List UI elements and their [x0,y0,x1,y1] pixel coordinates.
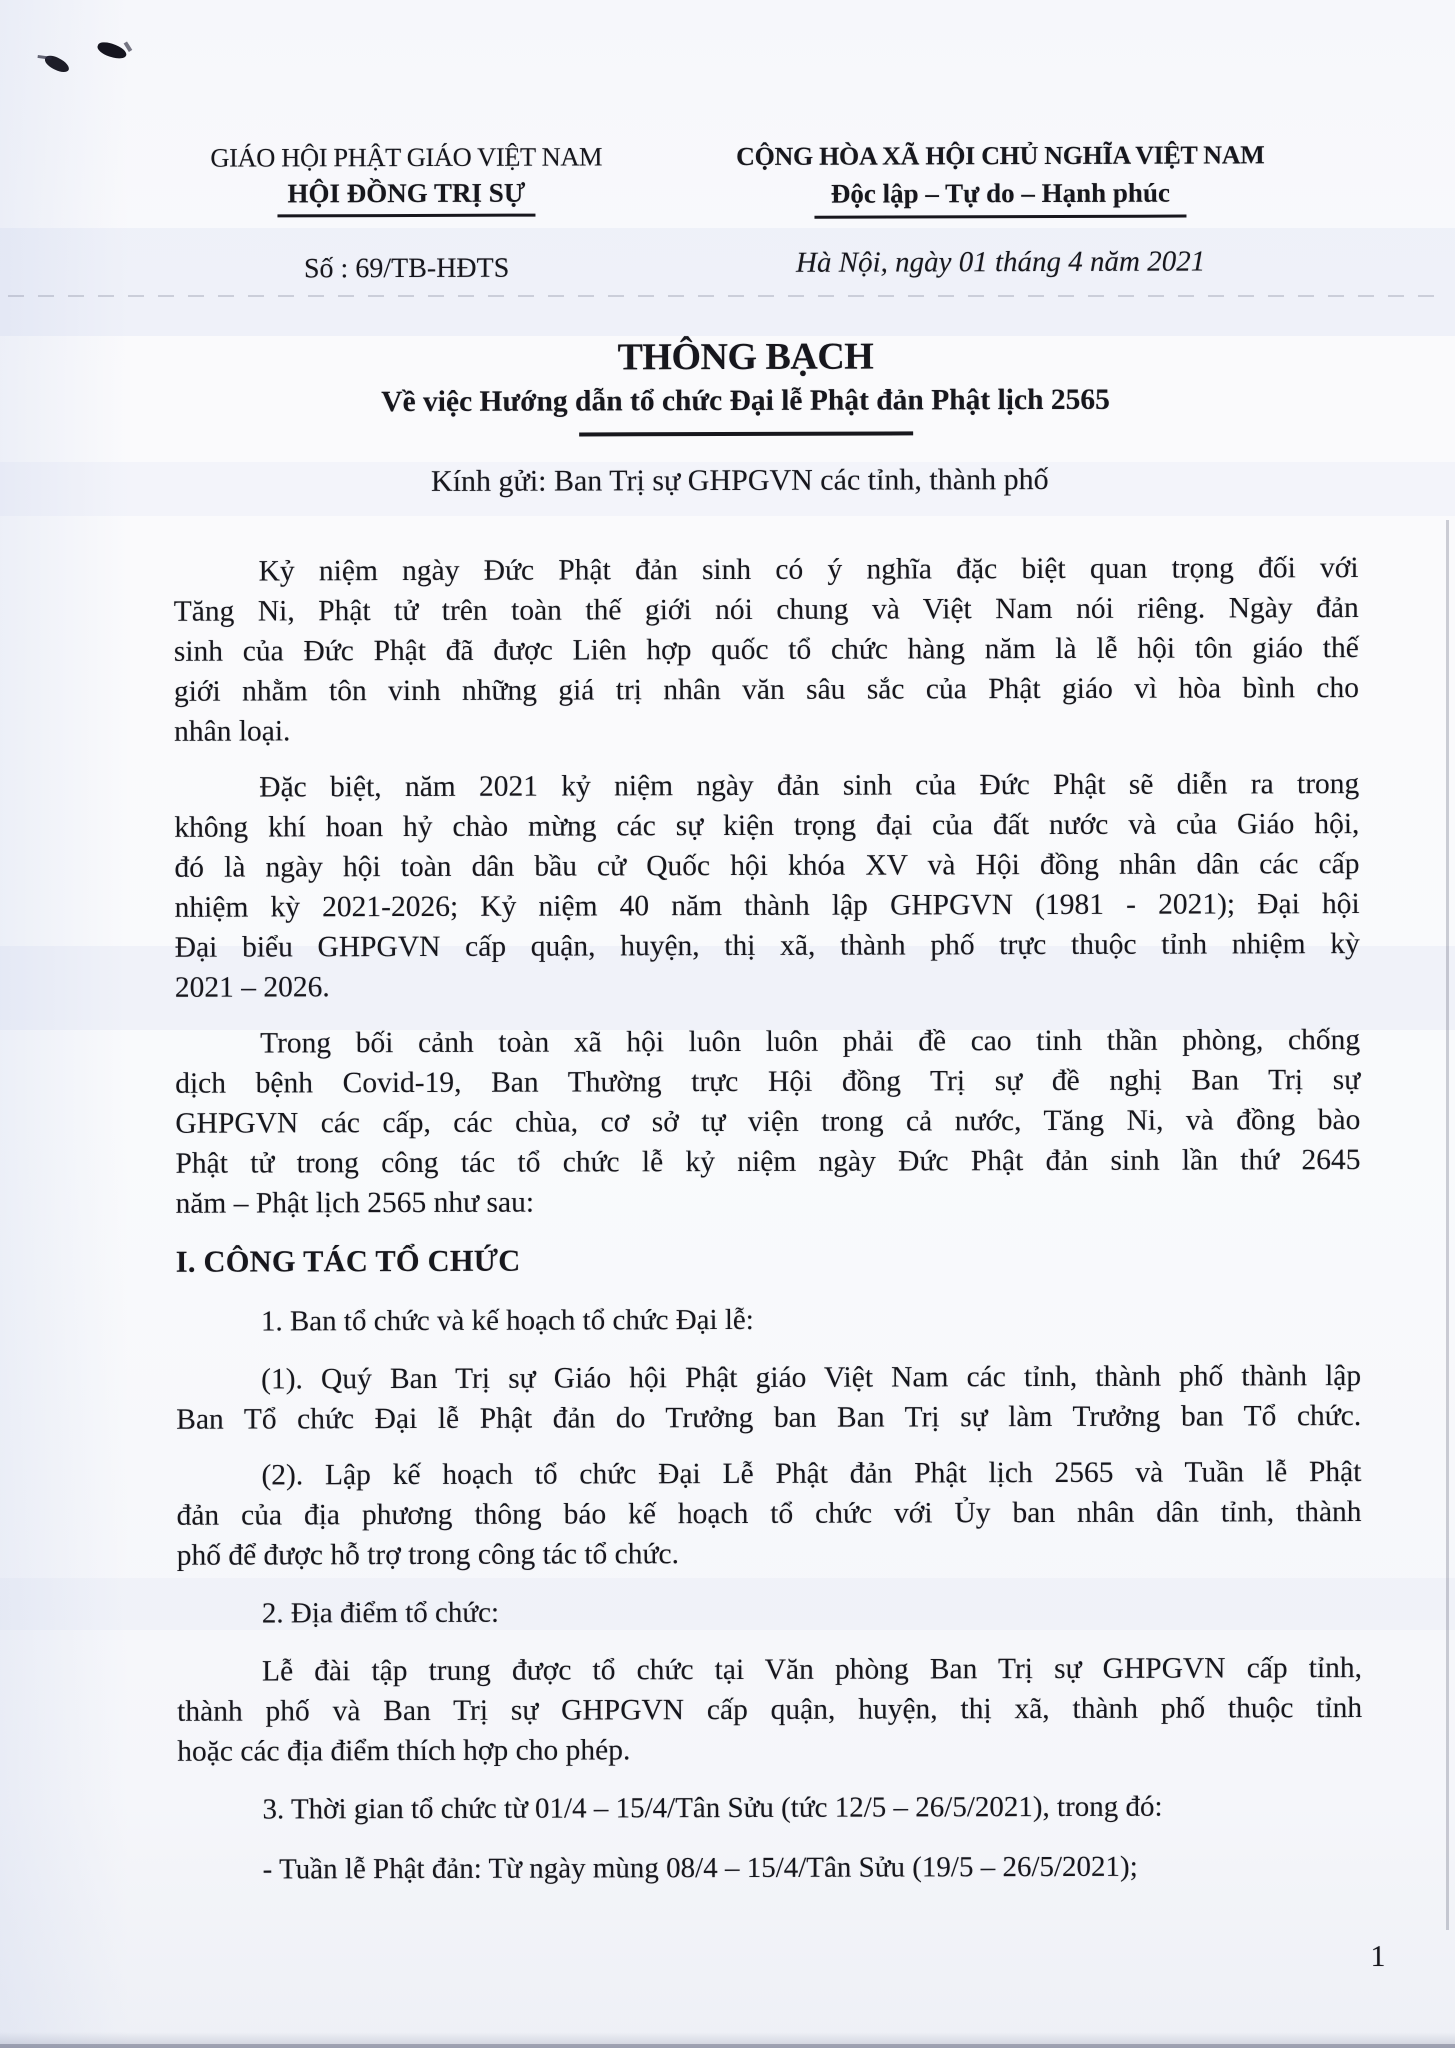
body-line: dịch bệnh Covid-19, Ban Thường trực Hội đồng Trị sự đề nghị Ban Trị sự [175,1064,1361,1100]
list-item [177,1588,1362,1636]
list-item [177,1784,1362,1832]
body-line: Tăng Ni, Phật tử trên toàn thế giới nói chung và Việt Nam nói riêng. Ngày đản [173,592,1359,628]
scanner-artifact-line [8,295,1448,297]
body-line: GHPGVN các cấp, các chùa, cơ sở tự viện trong cả nước, Tăng Ni, và đồng bào [175,1104,1361,1140]
paragraph [174,548,1360,752]
body-line: nhân loại. [174,715,291,748]
body-line: giới nhằm tôn vinh những giá trị nhân văn sâu sắc của Phật giáo vì hòa bình cho [173,672,1359,708]
body-line: Đặc biệt, năm 2021 kỷ niệm ngày đản sinh của Đức Phật sẽ diễn ra trong [259,768,1360,804]
page-number: 1 [1370,1939,1386,1973]
body-line: năm – Phật lịch 2565 như sau: [175,1186,535,1220]
body-line: Kỷ niệm ngày Đức Phật đản sinh có ý nghĩa đặc biệt quan trọng đối với [258,552,1359,588]
body-line: (2). Lập kế hoạch tổ chức Đại Lễ Phật đản Phật lịch 2565 và Tuần lễ Phật [261,1456,1362,1492]
paper-bottom-edge-shadow [0,2032,1455,2048]
body-line: I. CÔNG TÁC TỔ CHỨC [175,1243,521,1279]
place-and-date: Hà Nội, ngày 01 tháng 4 năm 2021 [795,245,1206,279]
body-line: Phật tử trong công tác tổ chức lễ kỷ niệm ngày Đức Phật đản sinh lần thứ 2645 [175,1144,1361,1180]
paragraph [177,1648,1362,1772]
body-line: 3. Thời gian tổ chức từ 01/4 – 15/4/Tân Sửu (tức 12/5 – 26/5/2021), trong đó: [262,1790,1163,1826]
body-line: 2021 – 2026. [174,971,330,1004]
document-subject: Về việc Hướng dẫn tổ chức Đại lễ Phật đản Phật lịch 2565 [381,383,1110,419]
national-motto: Độc lập – Tự do – Hạnh phúc [677,176,1323,219]
paper-right-edge-shadow [1446,520,1449,1930]
paragraph [174,764,1360,1008]
body-line: nhiệm kỳ 2021-2026; Kỷ niệm 40 năm thành lập GHPGVN (1981 - 2021); Đại hội [174,888,1360,924]
paragraph [176,1356,1361,1440]
issuer-header-block [177,140,635,285]
country-name: CỘNG HÒA XÃ HỘI CHỦ NGHĨA VIỆT NAM [736,140,1265,171]
national-header-block [677,138,1323,280]
body-line: - Tuần lễ Phật đản: Từ ngày mùng 08/4 – 15/4/Tân Sửu (19/5 – 26/5/2021); [262,1850,1138,1886]
body-line: 2. Địa điểm tổ chức: [261,1596,500,1630]
list-item [178,1844,1363,1892]
body-line: Đại biểu GHPGVN cấp quận, huyện, thị xã, thành phố trực thuộc tỉnh nhiệm kỳ [174,928,1360,964]
issuer-organization: GIÁO HỘI PHẬT GIÁO VIỆT NAM [210,141,603,173]
body-line: Ban Tổ chức Đại lễ Phật đản do Trưởng ban Ban Trị sự làm Trưởng ban Tổ chức. [176,1400,1362,1436]
body-line: Lễ đài tập trung được tổ chức tại Văn phòng Ban Trị sự GHPGVN cấp tỉnh, [261,1652,1363,1688]
body-line: hoặc các địa điểm thích hợp cho phép. [177,1734,631,1768]
body-line: không khí hoan hỷ chào mừng các sự kiện trọng đại của đất nước và của Giáo hội, [174,808,1360,844]
document-ref-number: Số : 69/TB-HĐTS [303,252,510,285]
list-item [176,1296,1361,1344]
document-body [174,548,1363,1892]
paragraph [176,1452,1361,1576]
title-block [153,332,1338,437]
body-line: thành phố và Ban Trị sự GHPGVN cấp quận, huyện, thị xã, thành phố thuộc tỉnh [177,1692,1363,1728]
body-line: phố để được hỗ trợ trong công tác tổ chức. [176,1538,679,1572]
salutation: Kính gửi: Ban Trị sự GHPGVN các tỉnh, thành phố [430,462,1049,498]
body-line: 1. Ban tổ chức và kế hoạch tổ chức Đại lễ: [260,1303,754,1338]
body-line: đó là ngày hội toàn dân bầu cử Quốc hội khóa XV và Hội đồng nhân dân các cấp [174,848,1360,884]
body-line: (1). Quý Ban Trị sự Giáo hội Phật giáo Việt Nam các tỉnh, thành phố thành lập [261,1360,1362,1396]
body-line: Trong bối cảnh toàn xã hội luôn luôn phải đề cao tinh thần phòng, chống [260,1024,1361,1060]
paragraph [175,1020,1361,1224]
issuer-council: HỘI ĐỒNG TRỊ SỰ [177,176,635,217]
document-title: THÔNG BẠCH [617,335,874,379]
body-line: đản của địa phương thông báo kế hoạch tổ chức với Ủy ban nhân dân tỉnh, thành [176,1496,1362,1532]
title-divider-rule [579,431,913,436]
section-heading [176,1236,1361,1284]
body-line: sinh của Đức Phật đã được Liên hợp quốc tổ chức hàng năm là lễ hội tôn giáo thế [173,632,1359,668]
